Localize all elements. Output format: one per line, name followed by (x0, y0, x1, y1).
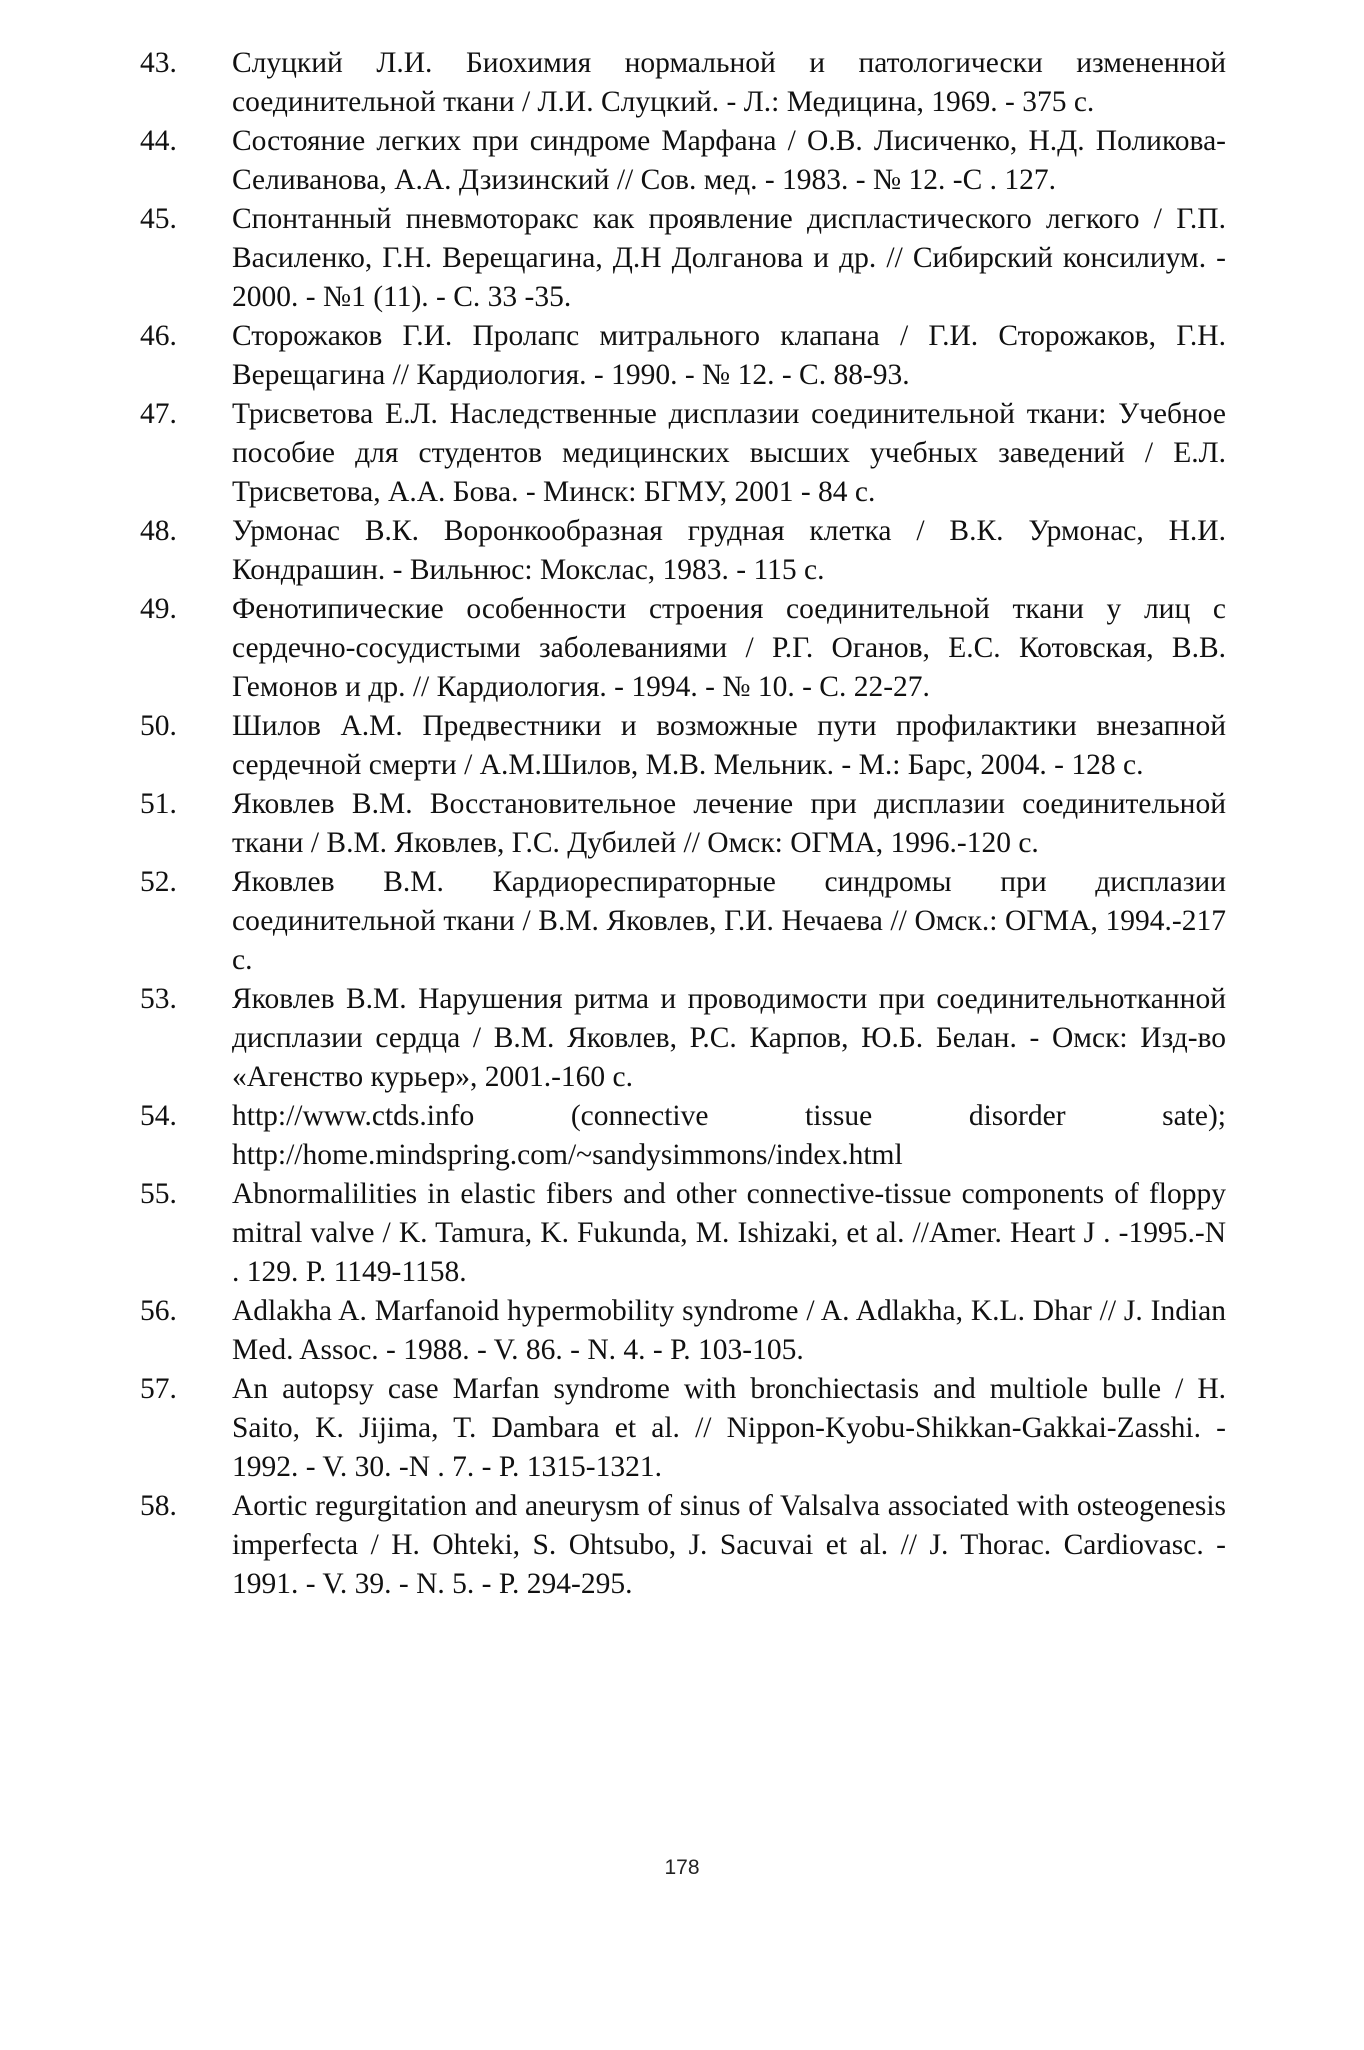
reference-number: 53. (140, 983, 177, 1015)
reference-number: 52. (140, 866, 177, 898)
reference-item (140, 1292, 1226, 1370)
reference-item (140, 395, 1226, 512)
reference-item (140, 512, 1226, 590)
reference-number: 44. (140, 125, 177, 157)
reference-number: 55. (140, 1178, 177, 1210)
reference-item (140, 707, 1226, 785)
reference-number: 57. (140, 1373, 177, 1405)
reference-number: 50. (140, 710, 177, 742)
reference-text: Спонтанный пневмоторакс как проявление диспластического легкого / Г.П. Василенко, Г.Н. Верещагина, Д.Н Долганова и др. // Сибирский консилиум. - 2000. - №1 (11). - С. 33 -35. (232, 203, 1226, 313)
reference-text: Abnormalilities in elastic fibers and other connective-tissue components of floppy mitral valve / K. Tamura, K. Fukunda, M. Ishizaki, et al. //Amer. Heart J . -1995.-N . 129. P. 1149-1158. (232, 1178, 1226, 1288)
reference-number: 46. (140, 320, 177, 352)
reference-text: Яковлев В.М. Кардиореспираторные синдромы при дисплазии соединительной ткани / В.М. Яковлев, Г.И. Нечаева // Омск.: ОГМА, 1994.-217 с. (232, 866, 1226, 976)
reference-text: http://www.ctds.info (connective tissue disorder sate); http://home.mindspring.com/~sandysimmons/index.html (232, 1100, 1226, 1171)
reference-item (140, 122, 1226, 200)
reference-number: 49. (140, 593, 177, 625)
reference-number: 48. (140, 515, 177, 547)
reference-text: Слуцкий Л.И. Биохимия нормальной и патологически измененной соединительной ткани / Л.И. Слуцкий. - Л.: Медицина, 1969. - 375 с. (232, 47, 1226, 118)
reference-item (140, 1097, 1226, 1175)
reference-text: Сторожаков Г.И. Пролапс митрального клапана / Г.И. Сторожаков, Г.Н. Верещагина // Кардиология. - 1990. - № 12. - С. 88-93. (232, 320, 1226, 391)
reference-text: Яковлев В.М. Восстановительное лечение при дисплазии соединительной ткани / В.М. Яковлев, Г.С. Дубилей // Омск: ОГМА, 1996.-120 с. (232, 788, 1226, 859)
reference-number: 51. (140, 788, 177, 820)
reference-number: 47. (140, 398, 177, 430)
reference-item (140, 863, 1226, 980)
reference-item (140, 1487, 1226, 1604)
reference-text: Урмонас В.К. Воронкообразная грудная клетка / В.К. Урмонас, Н.И. Кондрашин. - Вильнюс: Мокслас, 1983. - 115 с. (232, 515, 1226, 586)
reference-item (140, 980, 1226, 1097)
reference-number: 56. (140, 1295, 177, 1327)
reference-item (140, 44, 1226, 122)
reference-number: 43. (140, 47, 177, 79)
reference-text: Aortic regurgitation and aneurysm of sinus of Valsalva associated with osteogenesis imperfecta / H. Ohteki, S. Ohtsubo, J. Sacuvai et al. // J. Thorac. Cardiovasc. - 1991. - V. 39. - N. 5. - P. 294-295. (232, 1490, 1226, 1600)
reference-text: Фенотипические особенности строения соединительной ткани у лиц с сердечно-сосудистыми заболеваниями / Р.Г. Оганов, Е.С. Котовская, В.В. Гемонов и др. // Кардиология. - 1994. - № 10. - С. 22-27. (232, 593, 1226, 703)
reference-item (140, 1175, 1226, 1292)
reference-item (140, 317, 1226, 395)
reference-text: An autopsy case Marfan syndrome with bronchiectasis and multiole bulle / H. Saito, K. Jijima, T. Dambara et al. // Nippon-Kyobu-Shikkan-Gakkai-Zasshi. - 1992. - V. 30. -N . 7. - P. 1315-1321. (232, 1373, 1226, 1483)
reference-number: 54. (140, 1100, 177, 1132)
reference-item (140, 200, 1226, 317)
reference-number: 45. (140, 203, 177, 235)
reference-text: Шилов А.М. Предвестники и возможные пути профилактики внезапной сердечной смерти / А.М.Шилов, М.В. Мельник. - М.: Барс, 2004. - 128 с. (232, 710, 1226, 781)
reference-text: Трисветова Е.Л. Наследственные дисплазии соединительной ткани: Учебное пособие для студентов медицинских высших учебных заведений / Е.Л. Трисветова, А.А. Бова. - Минск: БГМУ, 2001 - 84 с. (232, 398, 1226, 508)
reference-list (140, 44, 1226, 1604)
page-number: 178 (664, 1856, 700, 1879)
reference-text: Состояние легких при синдроме Марфана / О.В. Лисиченко, Н.Д. Поликова-Селиванова, А.А. Дзизинский // Сов. мед. - 1983. - № 12. -С . 127. (232, 125, 1226, 196)
reference-item (140, 1370, 1226, 1487)
reference-text: Яковлев В.М. Нарушения ритма и проводимости при соединительнотканной дисплазии сердца / В.М. Яковлев, Р.С. Карпов, Ю.Б. Белан. - Омск: Изд-во «Агенство курьер», 2001.-160 с. (232, 983, 1226, 1093)
reference-number: 58. (140, 1490, 177, 1522)
reference-text: Adlakha A. Marfanoid hypermobility syndrome / A. Adlakha, K.L. Dhar // J. Indian Med. Assoc. - 1988. - V. 86. - N. 4. - P. 103-105. (232, 1295, 1226, 1366)
reference-item (140, 785, 1226, 863)
reference-item (140, 590, 1226, 707)
